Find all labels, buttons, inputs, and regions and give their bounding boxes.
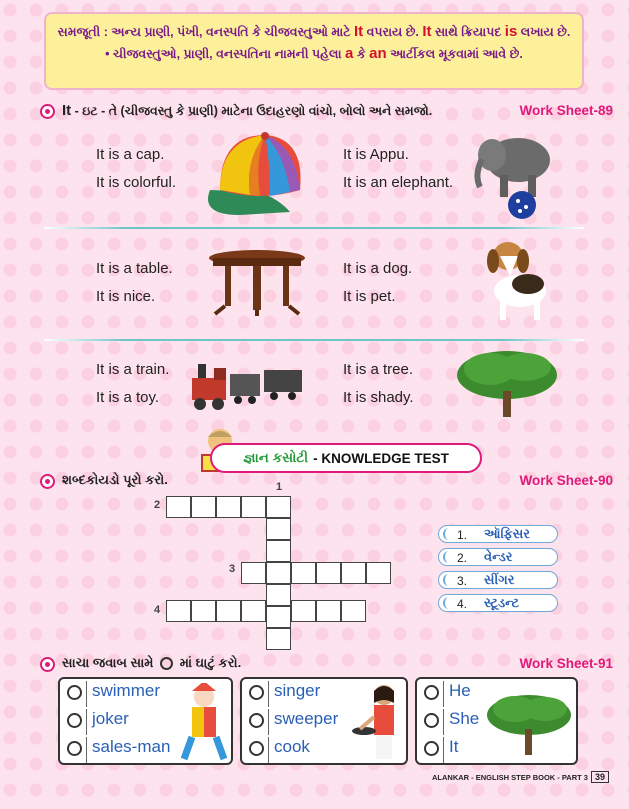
answer-radio[interactable] [249,685,264,700]
example-sentence: It is a toy. [96,389,160,406]
example-sentence: It is shady. [343,389,414,406]
crossword-cell[interactable] [266,606,291,628]
crossword-clue: 4. સ્ટૂડન્ટ [438,594,558,612]
crossword-cell[interactable] [191,496,216,518]
answer-radio[interactable] [249,741,264,756]
crossword-clue: 2. વેન્ડર [438,548,558,566]
example-sentence: It is a dog. [343,260,413,277]
example-sentence: It is a table. [96,260,173,277]
crossword-cell[interactable] [216,600,241,622]
crossword-cell[interactable] [316,562,341,584]
answer-option[interactable]: It [419,737,499,763]
answer-option[interactable]: He [419,681,499,707]
bullet-icon [40,474,55,489]
crossword-number: 1 [276,481,283,493]
example-sentence: It is a tree. [343,361,414,378]
example-sentence: It is Appu. [343,146,409,163]
row-separator [44,339,584,341]
crossword-cell[interactable] [241,562,266,584]
joker-icon [178,683,230,761]
crossword-cell[interactable] [241,600,266,622]
crossword-clue: 1. ઑફિસર [438,525,558,543]
crossword-cell[interactable] [266,540,291,562]
dog-icon [478,236,553,326]
crossword-cell[interactable] [266,628,291,650]
example-sentence: It is a cap. [96,146,165,163]
bullet-icon [40,657,55,672]
knowledge-test-banner: જ્ઞાન કસોટી - KNOWLEDGE TEST [210,443,482,473]
table-icon [205,248,310,318]
answer-option[interactable]: singer [244,681,354,707]
explanation-line-2: • ચીજવસ્તુઓ, પ્રાણી, વનસ્પતિના નામની પહેલા a કે an આર્ટીકલ મૂકવામાં આવે છે. [105,45,523,62]
crossword-cell[interactable] [291,600,316,622]
row-separator [44,227,584,229]
crossword-cell[interactable] [316,600,341,622]
worksheet-91-label: Work Sheet-91 [519,656,613,671]
answer-radio[interactable] [67,685,82,700]
crossword-cell[interactable] [166,496,191,518]
example-sentence: It is pet. [343,288,396,305]
answer-option[interactable]: swimmer [62,681,172,707]
train-icon [188,350,308,415]
worksheet-90-label: Work Sheet-90 [519,473,613,488]
section1-instruction: It - ઇટ - તે (ચીજવસ્તુ કે પ્રાણી) માટેના ઉદાહરણો વાંચો, બોલો અને સમજો. [62,102,433,119]
crossword-number: 3 [229,563,236,575]
answer-radio[interactable] [424,741,439,756]
crossword-cell[interactable] [266,518,291,540]
circle-icon [160,657,173,670]
example-sentence: It is an elephant. [343,174,454,191]
tree-icon [455,345,560,420]
cap-icon [200,130,310,220]
explanation-line-1: સમજૂતી : અન્ય પ્રાણી, પંખી, વનસ્પતિ કે ચીજવસ્તુઓ માટે It વપરાય છે. It સાથે ક્રિયાપદ is લખાય છે. [57,23,571,40]
answer-group [240,677,408,765]
answer-group [58,677,233,765]
elephant-icon [470,125,560,220]
crossword-number: 2 [154,499,161,511]
page-footer: ALANKAR - ENGLISH STEP BOOK - PART 3 39 [432,771,609,783]
section2-instruction: શબ્દકોયડો પૂરો કરો. [62,472,168,487]
answer-radio[interactable] [424,713,439,728]
crossword-cell[interactable] [266,496,291,518]
example-sentence: It is colorful. [96,174,177,191]
crossword-cell[interactable] [166,600,191,622]
answer-option[interactable]: joker [62,709,172,735]
crossword-cell[interactable] [341,600,366,622]
answer-radio[interactable] [249,713,264,728]
answer-radio[interactable] [67,741,82,756]
crossword-cell[interactable] [266,562,291,584]
crossword-cell[interactable] [291,562,316,584]
crossword-number: 4 [154,604,161,616]
crossword-cell[interactable] [216,496,241,518]
example-sentence: It is a train. [96,361,170,378]
cook-icon [350,681,406,761]
page-number: 39 [591,771,609,783]
example-sentence: It is nice. [96,288,156,305]
answer-option[interactable]: cook [244,737,354,763]
crossword-cell[interactable] [191,600,216,622]
crossword-clue: 3. સીંગર [438,571,558,589]
bullet-icon [40,104,55,119]
crossword-cell[interactable] [241,496,266,518]
answer-radio[interactable] [67,713,82,728]
answer-option[interactable]: sales-man [62,737,172,763]
explanation-box [44,12,584,90]
crossword-cell[interactable] [366,562,391,584]
answer-option[interactable]: sweeper [244,709,354,735]
answer-option[interactable]: She [419,709,499,735]
worksheet-89-label: Work Sheet-89 [519,103,613,118]
tree-icon [485,689,573,757]
answer-group [415,677,578,765]
section3-instruction: સાચા જવાબ સામે માં ઘાટું કરો. [62,655,242,670]
answer-radio[interactable] [424,685,439,700]
crossword-cell[interactable] [341,562,366,584]
crossword-cell[interactable] [266,584,291,606]
